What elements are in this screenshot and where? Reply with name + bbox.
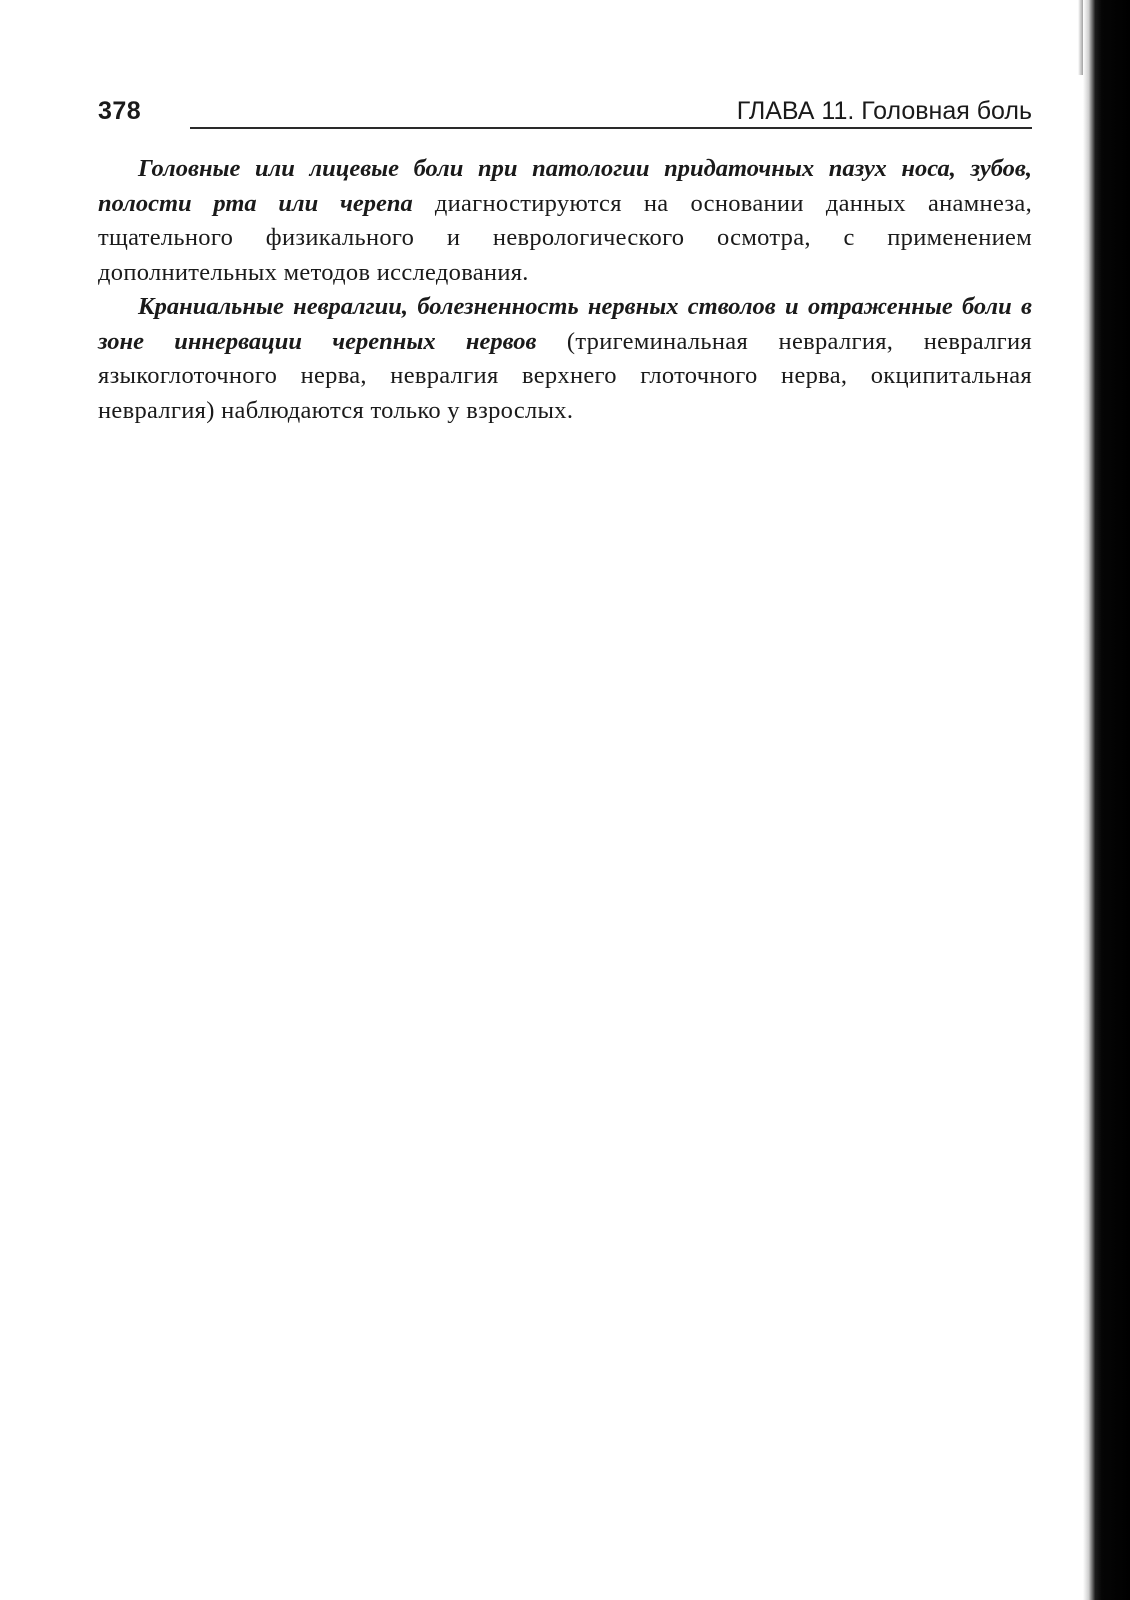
paragraph-emphasis: Краниальные невралгии, болезненность нервных стволов и отраженные боли в зоне иннервации черепных нервов (98, 293, 1032, 355)
paragraph-cranial-neuralgia (98, 290, 1032, 428)
paragraph-text: диагностируются на основании данных анамнеза, тщательного физикального и неврологического осмотра, с применением дополнительных методов исследования. (98, 189, 1032, 286)
scan-edge-shadow (1083, 0, 1130, 1600)
chapter-title: ГЛАВА 11. Головная боль (736, 97, 1032, 125)
body-text (98, 152, 1032, 428)
page-number: 378 (98, 97, 142, 125)
paragraph-emphasis: Головные или лицевые боли при патологии придаточных пазух носа, зубов, полости рта или черепа (98, 155, 1032, 217)
running-head (98, 96, 1032, 130)
paragraph-text: (тригеминальная невралгия, невралгия языкоглоточного нерва, невралгия верхнего глоточного нерва, окципитальная невралгия) наблюдаются только у взрослых. (98, 327, 1032, 424)
header-rule (190, 127, 1032, 129)
paragraph-sinus-dental-pain (98, 152, 1032, 290)
